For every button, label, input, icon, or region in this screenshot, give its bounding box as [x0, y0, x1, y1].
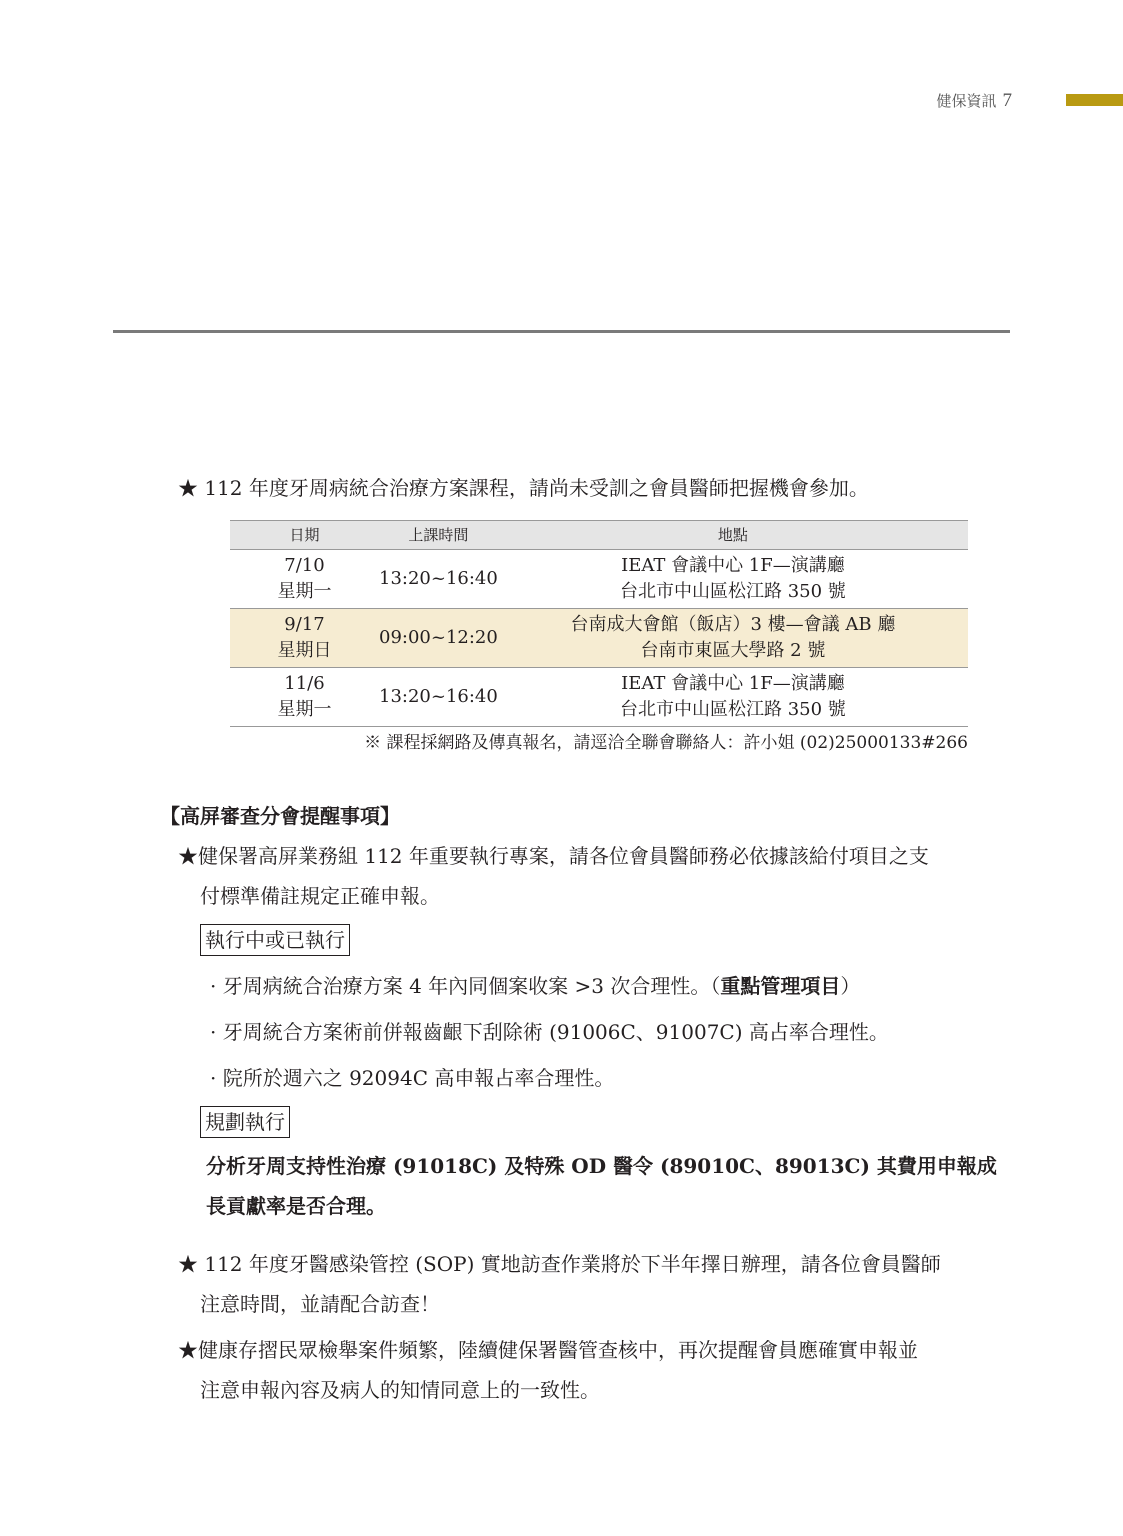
- planned-text: [206, 1146, 1018, 1226]
- address: 台北市中山區松江路 350 號: [620, 581, 846, 602]
- reminder-line: ★健保署高屏業務組 112 年重要執行專案，請各位會員醫師務必依據該給付項目之支: [178, 844, 929, 868]
- reminder-item-1: [178, 836, 1018, 916]
- section-title: 健保資訊: [936, 92, 997, 110]
- executing-label-box: 執行中或已執行: [200, 924, 350, 956]
- time-cell: 13:20~16:40: [379, 668, 498, 727]
- address: 台南市東區大學路 2 號: [640, 640, 826, 661]
- horizontal-rule: [113, 330, 1010, 333]
- table-row: [230, 609, 968, 668]
- time-cell: 09:00~12:20: [379, 609, 498, 668]
- course-announcement: ★ 112 年度牙周病統合治療方案課程，請尚未受訓之會員醫師把握機會參加。: [178, 476, 869, 500]
- venue: IEAT 會議中心 1F—演講廳: [621, 673, 845, 694]
- item-text: · 牙周統合方案術前併報齒齦下刮除術 (91006C、91007C) 高占率合理性。: [210, 1020, 889, 1044]
- item-text: · 院所於週六之 92094C 高申報占率合理性。: [210, 1066, 615, 1090]
- header-accent-bar: [1066, 94, 1123, 106]
- reminder-line: 注意時間，並請配合訪查！: [200, 1292, 440, 1316]
- reminder-item-2: [178, 1244, 1018, 1324]
- location-cell: [498, 668, 968, 727]
- reminder-item-3: [178, 1330, 1018, 1410]
- address: 台北市中山區松江路 350 號: [620, 699, 846, 720]
- weekday: 星期日: [277, 640, 332, 661]
- emphasis-text: 重點管理項目: [720, 974, 841, 998]
- location-cell: [498, 609, 968, 668]
- column-header-location: 地點: [498, 521, 968, 550]
- section-heading: 【高屏審查分會提醒事項】: [160, 804, 400, 828]
- date-cell: [230, 550, 379, 609]
- course-schedule-table: [230, 520, 968, 727]
- reminder-line: 注意申報內容及病人的知情同意上的一致性。: [200, 1378, 600, 1402]
- running-header: [900, 90, 1012, 112]
- weekday: 星期一: [277, 699, 332, 720]
- item-text: · 牙周病統合治療方案 4 年內同個案收案 >3 次合理性。（: [210, 974, 721, 998]
- venue: 台南成大會館（飯店）3 樓—會議 AB 廳: [570, 614, 896, 635]
- planned-line: 分析牙周支持性治療 (91018C) 及特殊 OD 醫令 (89010C、89013C) 其費用申報成: [206, 1154, 997, 1178]
- table-header-row: [230, 521, 968, 550]
- list-item: [210, 1016, 889, 1045]
- column-header-time: 上課時間: [379, 521, 498, 550]
- date: 7/10: [284, 555, 325, 576]
- list-item: [210, 1062, 614, 1091]
- time-cell: 13:20~16:40: [379, 550, 498, 609]
- item-text-end: ）: [840, 974, 861, 998]
- date-cell: [230, 609, 379, 668]
- date: 9/17: [284, 614, 325, 635]
- location-cell: [498, 550, 968, 609]
- reminder-line: ★健康存摺民眾檢舉案件頻繁，陸續健保署醫管查核中，再次提醒會員應確實申報並: [178, 1338, 918, 1362]
- reminder-line: 付標準備註規定正確申報。: [200, 884, 440, 908]
- page-number: 7: [1002, 90, 1012, 111]
- column-header-date: 日期: [230, 521, 379, 550]
- weekday: 星期一: [277, 581, 332, 602]
- registration-note: ※ 課程採網路及傳真報名，請逕洽全聯會聯絡人：許小姐 (02)25000133#266: [364, 733, 968, 753]
- planned-line: 長貢獻率是否合理。: [206, 1194, 386, 1218]
- table-row: [230, 550, 968, 609]
- planned-label-box: 規劃執行: [200, 1106, 290, 1138]
- table-row: [230, 668, 968, 727]
- venue: IEAT 會議中心 1F—演講廳: [621, 555, 845, 576]
- date: 11/6: [284, 673, 325, 694]
- date-cell: [230, 668, 379, 727]
- reminder-line: ★ 112 年度牙醫感染管控 (SOP) 實地訪查作業將於下半年擇日辦理，請各位會員醫師: [178, 1252, 941, 1276]
- list-item: [210, 970, 860, 999]
